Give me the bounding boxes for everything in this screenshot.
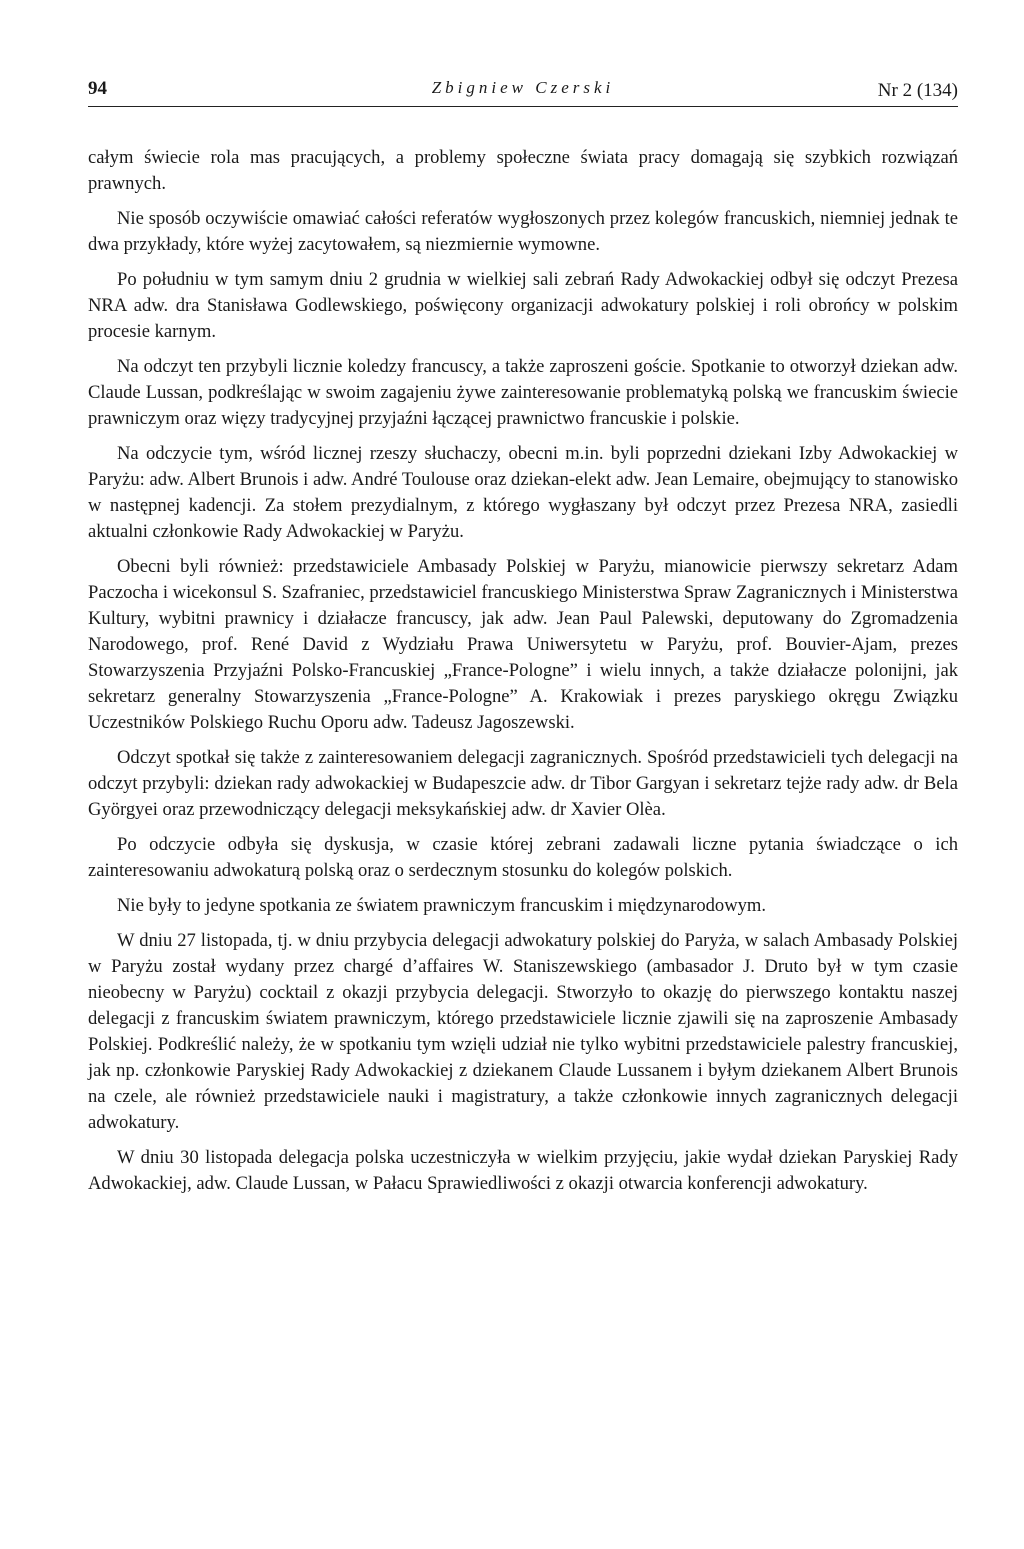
- paragraph: W dniu 27 listopada, tj. w dniu przybycia delegacji adwokatury polskiej do Paryża, w salach Ambasady Polskiej w Paryżu został wydany przez chargé d’affaires W. Staniszewskiego (ambasador J. Druto był w tym czasie nieobecny w Paryżu) cocktail z okazji przybycia delegacji. Stworzyło to okazję do pierwszego kontaktu naszej delegacji z francuskim światem prawniczym, którego przedstawiciele licznie zjawili się na zaproszenie Ambasady Polskiej. Podkreślić należy, że w spotkaniu tym wzięli udział nie tylko wybitni przedstawiciele palestry francuskiej, jak np. członkowie Paryskiej Rady Adwokackiej z dziekanem Claude Lussanem i byłym dziekanem Albert Brunois na czele, ale również przedstawiciele nauki i magistratury, a także członkowie innych zagranicznych delegacji adwokatury.: [88, 930, 958, 1133]
- paragraph: Na odczyt ten przybyli licznie koledzy francuscy, a także zaproszeni goście. Spotkanie to otworzył dziekan adw. Claude Lussan, podkreślając w swoim zagajeniu żywe zainteresowanie problematyką polską we francuskim świecie prawniczym oraz więzy tradycyjnej przyjaźni łączącej prawnictwo francuskie i polskie.: [88, 356, 958, 429]
- body-text: [88, 145, 958, 1206]
- paragraph: Po południu w tym samym dniu 2 grudnia w wielkiej sali zebrań Rady Adwokackiej odbył się odczyt Prezesa NRA adw. dra Stanisława Godlewskiego, poświęcony organizacji adwokatury polskiej i roli obrońcy w polskim procesie karnym.: [88, 269, 958, 342]
- paragraph: Obecni byli również: przedstawiciele Ambasady Polskiej w Paryżu, mianowicie pierwszy sekretarz Adam Paczocha i wicekonsul S. Szafraniec, przedstawiciel francuskiego Ministerstwa Spraw Zagranicznych i Ministerstwa Kultury, wybitni prawnicy i działacze francuscy, jak adw. Jean Paul Palewski, deputowany do Zgromadzenia Narodowego, prof. René David z Wydziału Prawa Uniwersytetu w Paryżu, prof. Bouvier-Ajam, prezes Stowarzyszenia Przyjaźni Polsko-Francuskiej „France-Pologne” i wielu innych, a także działacze polonijni, jak sekretarz generalny Stowarzyszenia „France-Pologne” A. Krakowiak i prezes paryskiego okręgu Związku Uczestników Polskiego Ruchu Oporu adw. Tadeusz Jagoszewski.: [88, 556, 959, 733]
- paragraph: Nie sposób oczywiście omawiać całości referatów wygłoszonych przez kolegów francuskich, niemniej jednak te dwa przykłady, które wyżej zacytowałem, są niezmiernie wymowne.: [88, 208, 958, 255]
- running-author: Zbigniew Czerski: [431, 78, 615, 97]
- paragraph: Na odczycie tym, wśród licznej rzeszy słuchaczy, obecni m.in. byli poprzedni dziekani Izby Adwokackiej w Paryżu: adw. Albert Brunois i adw. André Toulouse oraz dziekan-elekt adw. Jean Lemaire, obejmujący to stanowisko w następnej kadencji. Za stołem prezydialnym, z którego wygłaszany był odczyt przez Prezesa NRA, zasiedli aktualni członkowie Rady Adwokackiej w Paryżu.: [88, 443, 958, 542]
- paragraph: Po odczycie odbyła się dyskusja, w czasie której zebrani zadawali liczne pytania świadczące o ich zainteresowaniu adwokaturą polską oraz o serdecznym stosunku do kolegów polskich.: [88, 834, 958, 881]
- issue-number: Nr 2 (134): [877, 80, 958, 101]
- running-header: [88, 74, 958, 107]
- paragraph: W dniu 30 listopada delegacja polska uczestniczyła w wielkim przyjęciu, jakie wydał dziekan Paryskiej Rady Adwokackiej, adw. Claude Lussan, w Pałacu Sprawiedliwości z okazji otwarcia konferencji adwokatury.: [88, 1147, 958, 1194]
- page-number: 94: [88, 78, 107, 99]
- paragraph: Nie były to jedyne spotkania ze światem prawniczym francuskim i międzynarodowym.: [117, 895, 767, 916]
- paragraph: Odczyt spotkał się także z zainteresowaniem delegacji zagranicznych. Spośród przedstawicieli tych delegacji na odczyt przybyli: dziekan rady adwokackiej w Budapeszcie adw. dr Tibor Gargyan i sekretarz tejże rady adw. dr Bela Györgyei oraz przewodniczący delegacji meksykańskiej adw. dr Xavier Olèa.: [88, 747, 958, 820]
- paragraph: całym świecie rola mas pracujących, a problemy społeczne świata pracy domagają się szybkich rozwiązań prawnych.: [88, 147, 958, 194]
